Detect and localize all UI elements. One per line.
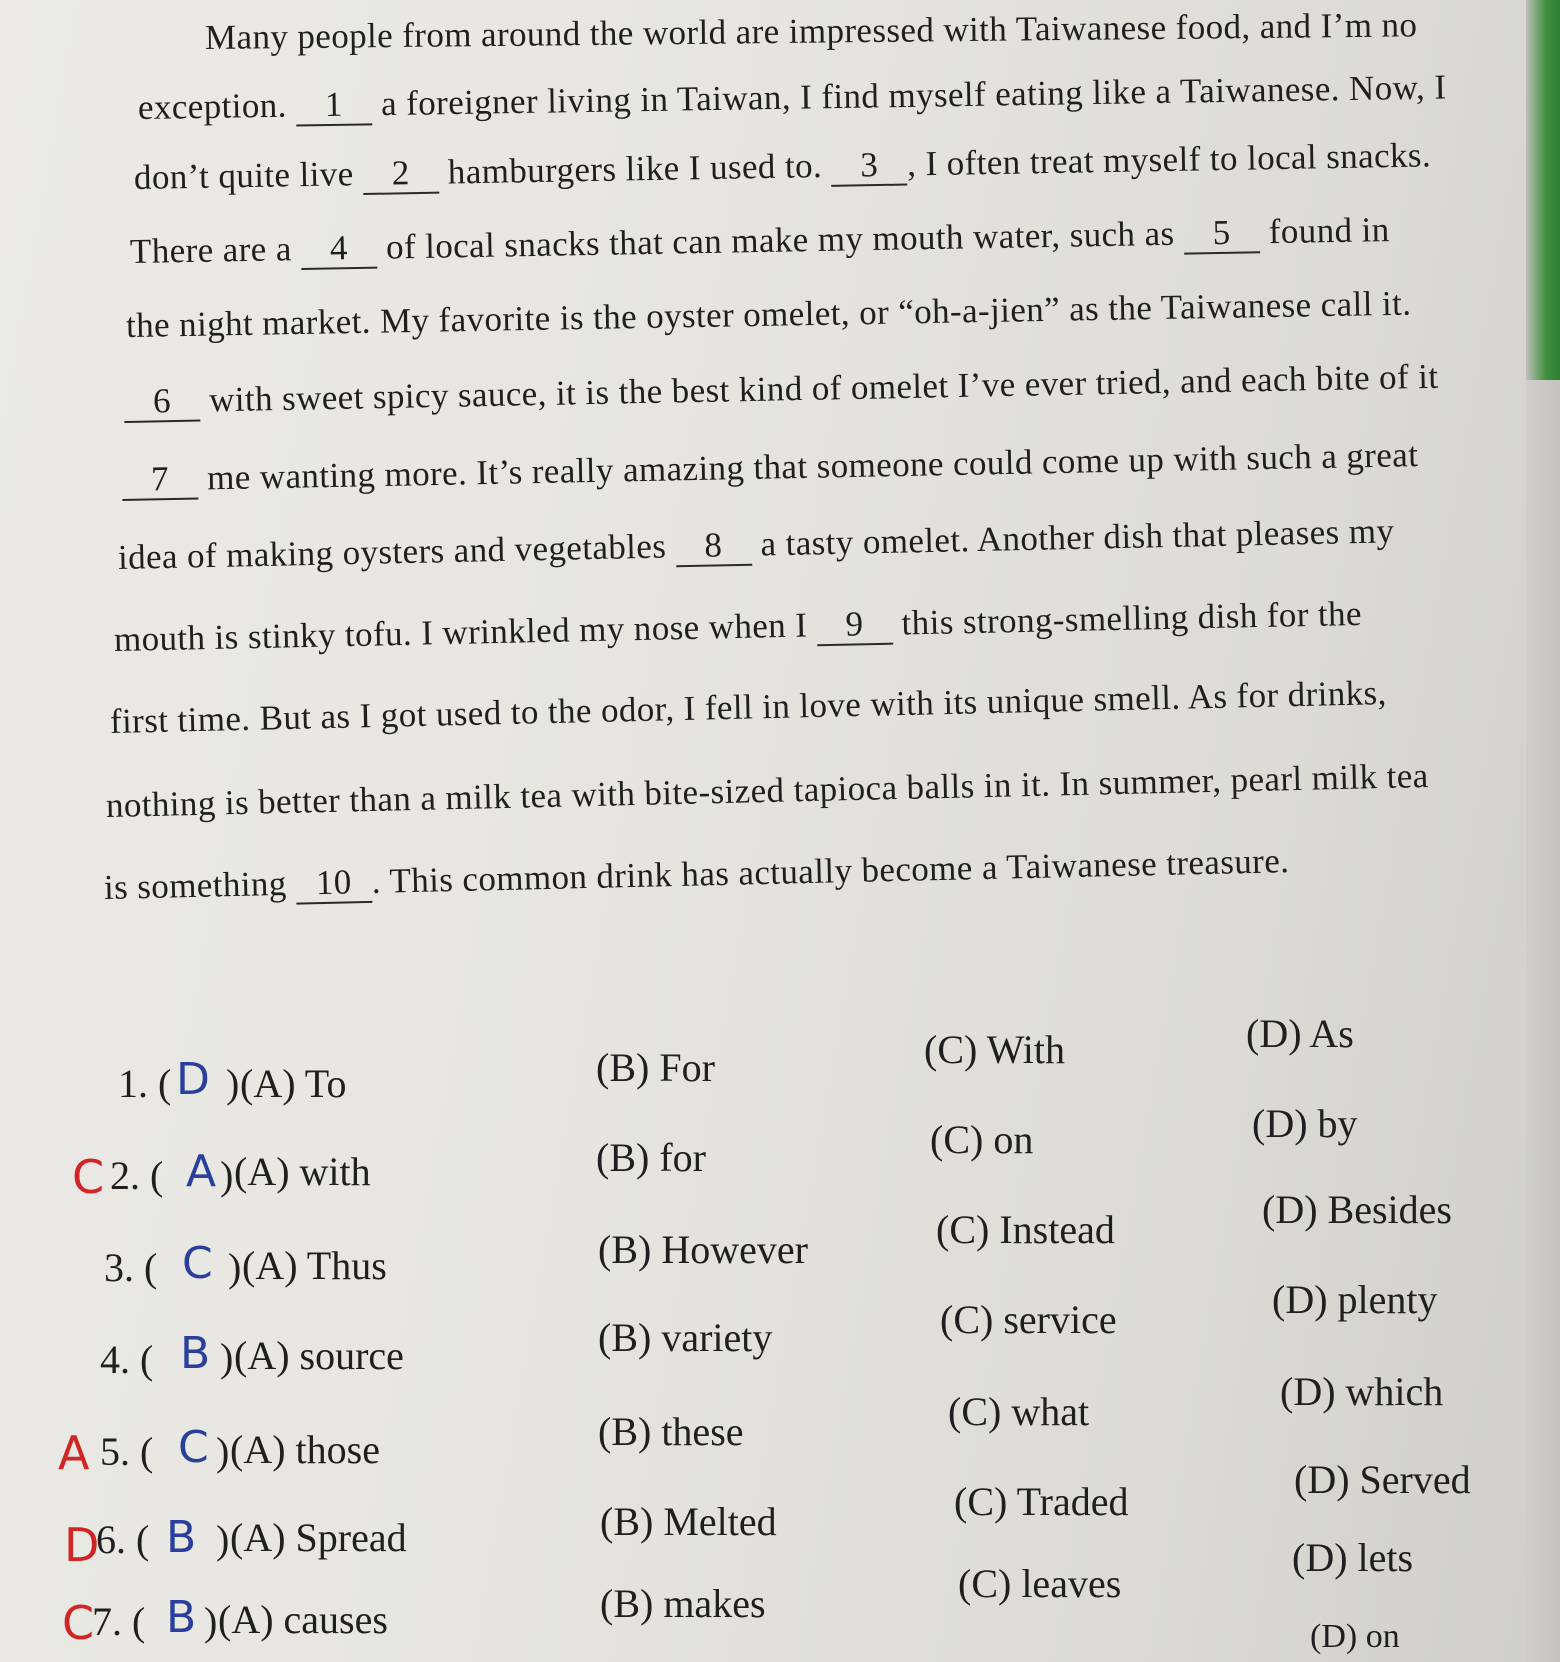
question-paren-close: ) [220,1153,234,1198]
passage-text: first time. But as I got used to the odor, I fell in love with its unique smell. As for drinks, [109,673,1388,741]
option-d: (D) Served [1294,1457,1471,1502]
option-d: (D) which [1280,1369,1444,1414]
option-c: (C) Instead [936,1207,1115,1252]
option-a: (A) source [234,1333,404,1378]
passage-line [106,756,1429,826]
question-number: 3. ( [104,1245,158,1290]
question-number: 1. ( [118,1061,172,1106]
handwritten-answer: A [186,1146,217,1197]
blank-8: 8 [675,527,752,567]
blank-9: 9 [816,606,893,646]
passage-text: don’t quite live [133,154,364,197]
passage-text: There are a [129,229,302,271]
question-number: 2. ( [110,1153,164,1198]
blank-1: 1 [296,86,373,126]
red-correction-mark: A [58,1426,90,1480]
red-correction-mark: C [72,1150,105,1204]
blank-10: 10 [295,864,372,904]
passage-text: a foreigner living in Taiwan, I find myself eating like a Taiwanese. Now, I [371,67,1447,124]
option-b: (B) makes [600,1581,766,1626]
option-b: (B) for [596,1135,706,1180]
question-paren-close: ) [204,1599,218,1644]
blank-3: 3 [831,147,908,187]
green-cover-edge [1526,0,1560,380]
option-b: (B) variety [598,1315,773,1360]
option-b: (B) However [598,1227,808,1272]
passage-text: hamburgers like I used to. [438,145,832,192]
passage-text: the night market. My favorite is the oyster omelet, or “oh-a-jien” as the Taiwanese call it. [125,283,1412,345]
passage-text: found in [1259,210,1390,252]
passage-text: exception. [137,85,297,127]
blank-2: 2 [362,155,439,195]
handwritten-answer: C [178,1422,209,1473]
handwritten-answer: B [166,1512,197,1563]
question-paren-close: ) [226,1061,240,1106]
question-row-partial [0,1610,1560,1662]
passage-line [110,673,1388,742]
question-number: 6. ( [96,1517,150,1562]
passage-text: is something [103,863,297,907]
option-c: (C) Traded [954,1479,1129,1524]
option-d: (D) by [1252,1101,1358,1146]
passage-line [130,210,1390,273]
option-d: (D) on [1310,1618,1400,1655]
passage-text: . This common drink has actually become a Taiwanese treasure. [371,841,1290,901]
passage-text: with sweet spicy sauce, it is the best kind of omelet I’ve ever tried, and each bite of it [199,356,1439,420]
red-correction-mark: D [64,1518,100,1572]
passage-line [126,284,1412,346]
passage-text: of local snacks that can make my mouth water, such as [376,213,1184,267]
option-b: (B) For [596,1045,715,1090]
option-b: (B) Melted [600,1499,777,1544]
passage-text: mouth is stinky tofu. I wrinkled my nose when I [113,605,817,659]
passage-text: this strong-smelling dish for the [892,593,1363,643]
option-a: (A) Thus [242,1243,387,1288]
question-number: 4. ( [100,1337,154,1382]
option-a: (A) Spread [230,1515,407,1560]
blank-4: 4 [301,230,378,270]
question-number: 7. ( [92,1599,146,1644]
question-paren-close: ) [216,1429,230,1474]
passage-text: nothing is better than a milk tea with bite-sized tapioca balls in it. In summer, pearl milk tea [105,755,1429,825]
passage-line [118,511,1395,578]
option-c: (C) leaves [958,1561,1122,1606]
question-paren-close: ) [228,1245,242,1290]
question-paren-close: ) [216,1517,230,1562]
blank-5: 5 [1183,214,1260,254]
passage-line [124,357,1439,423]
passage-text: , I often treat myself to local snacks. [906,135,1432,184]
handwritten-answer: B [166,1592,197,1643]
option-c: (C) what [948,1389,1090,1434]
passage-text: Many people from around the world are impressed with Taiwanese food, and I’m no [204,5,1418,57]
option-a: (A) To [240,1061,347,1106]
blank-7: 7 [122,461,199,501]
question-number: 5. ( [100,1429,154,1474]
option-c: (C) With [924,1027,1065,1072]
option-a: (A) those [230,1427,380,1472]
blank-6: 6 [124,383,201,423]
option-d: (D) As [1246,1011,1354,1056]
passage-line [104,841,1290,909]
handwritten-answer: B [180,1328,211,1379]
red-correction-mark: C [62,1596,95,1650]
handwritten-answer: C [182,1238,213,1289]
handwritten-answer: D [176,1054,210,1105]
passage-line [114,594,1363,661]
option-c: (C) on [930,1117,1034,1162]
option-a: (A) causes [218,1597,388,1642]
option-c: (C) service [940,1297,1117,1342]
passage-line [205,5,1418,58]
option-d: (D) plenty [1272,1277,1438,1322]
option-d: (D) lets [1292,1535,1414,1580]
passage-line [122,435,1419,501]
passage-text: a tasty omelet. Another dish that pleases my [750,511,1395,564]
passage-line [138,67,1447,128]
question-paren-close: ) [220,1335,234,1380]
option-b: (B) these [598,1409,744,1454]
option-a: (A) with [234,1149,371,1194]
option-d: (D) Besides [1262,1187,1452,1232]
passage-line [134,135,1432,198]
passage-text: idea of making oysters and vegetables [117,526,676,577]
passage-text: me wanting more. It’s really amazing that someone could come up with such a great [197,435,1419,498]
